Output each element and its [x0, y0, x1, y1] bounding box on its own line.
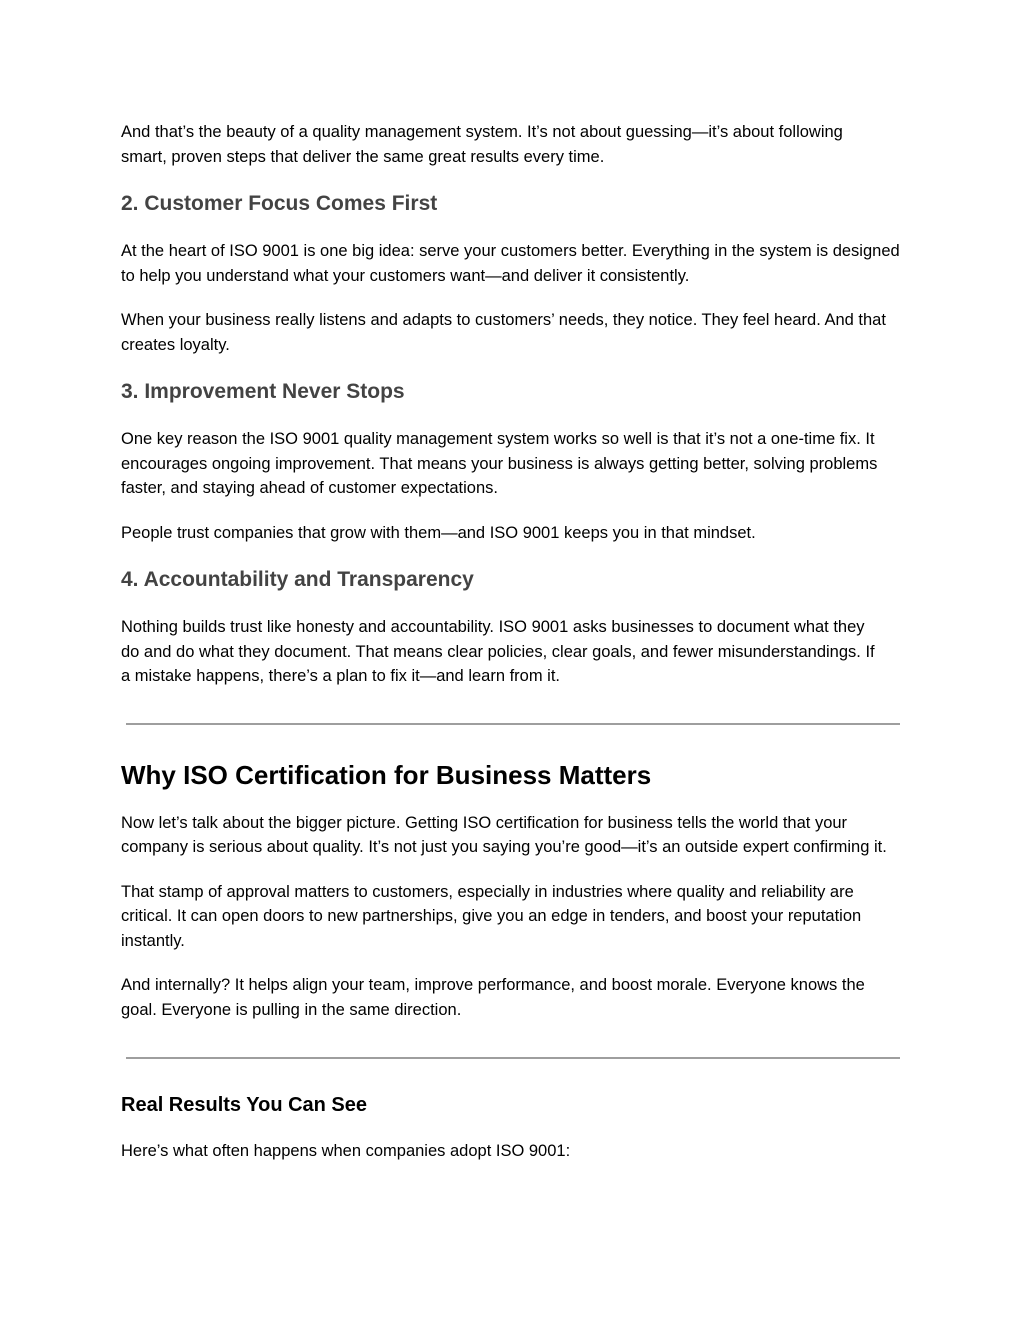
paragraph-customer-1: At the heart of ISO 9001 is one big idea: serve your customers better. Everything in the system is designed to help you understand what your customers want—and deliver it consistently. [121, 242, 900, 285]
paragraph-why-1: Now let’s talk about the bigger picture. Getting ISO certification for business tells the world that your company is serious about quality. It’s not just you saying you’re good—it’s an outside expert confirming it. [121, 813, 887, 856]
heading-accountability: 4. Accountability and Transparency [121, 568, 474, 591]
heading-improvement: 3. Improvement Never Stops [121, 380, 405, 403]
heading-real-results: Real Results You Can See [121, 1094, 368, 1116]
paragraph-accountability-1: Nothing builds trust like honesty and accountability. ISO 9001 asks businesses to document what they do and do what they document. That means clear policies, clear goals, and fewer misunderstandings. If a mistake happens, there’s a plan to fix it—and learn from it. [121, 618, 875, 685]
paragraph-improvement-2: People trust companies that grow with them—and ISO 9001 keeps you in that mindset. [121, 523, 756, 542]
paragraph-intro: And that’s the beauty of a quality management system. It’s not about guessing—it’s about following smart, proven steps that deliver the same great results every time. [121, 123, 843, 166]
paragraph-why-2: That stamp of approval matters to customers, especially in industries where quality and reliability are critical. It can open doors to new partnerships, give you an edge in tenders, and boost your reputation instantly. [121, 882, 862, 950]
paragraph-customer-2: When your business really listens and adapts to customers’ needs, they notice. They feel heard. And that creates loyalty. [121, 311, 886, 354]
paragraph-results-1: Here’s what often happens when companies adopt ISO 9001: [121, 1142, 571, 1160]
paragraph-why-3: And internally? It helps align your team, improve performance, and boost morale. Everyone knows the goal. Everyone is pulling in the same direction. [121, 976, 865, 1019]
document-page [121, 120, 905, 1164]
divider [126, 1057, 900, 1059]
paragraph-improvement-1: One key reason the ISO 9001 quality management system works so well is that it’s not a one-time fix. It encourages ongoing improvement. That means your business is always getting better, solving problems faster, and staying ahead of customer expectations. [121, 430, 878, 497]
divider [126, 723, 900, 725]
heading-customer-focus: 2. Customer Focus Comes First [121, 192, 438, 215]
heading-why-iso: Why ISO Certification for Business Matters [121, 759, 652, 790]
